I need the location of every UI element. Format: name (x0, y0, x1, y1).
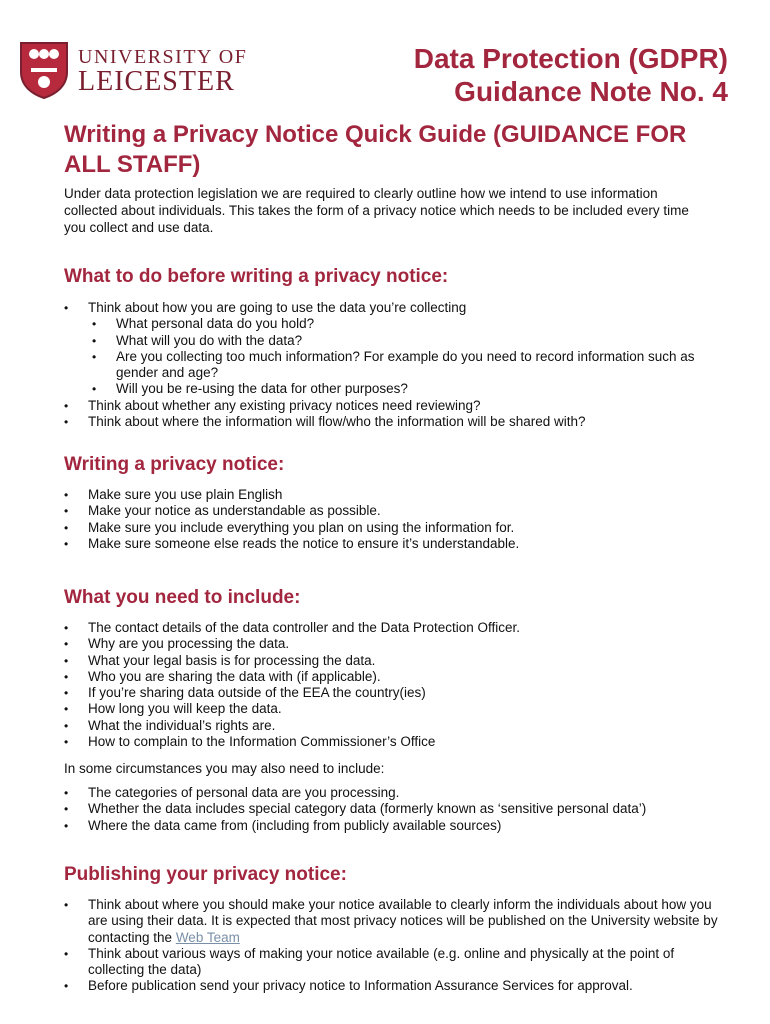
list-item: • The categories of personal data are you processing. (64, 785, 724, 801)
list-item: • Make sure you include everything you plan on using the information for. (64, 520, 724, 536)
list-item: • What your legal basis is for processing the data. (64, 653, 724, 669)
web-team-link[interactable]: Web Team (175, 929, 240, 945)
list-item: • Where the data came from (including from publicly available sources) (64, 818, 724, 834)
intro-paragraph: Under data protection legislation we are required to clearly outline how we intend to use information collected about individuals. This takes the form of a privacy notice which needs to be included every time you collect and use data. (64, 186, 689, 235)
title-line-2: Guidance Note No. 4 (454, 76, 728, 107)
list-item: • If you’re sharing data outside of the EEA the country(ies) (64, 685, 724, 701)
list-item: • Think about where the information will flow/who the information will be shared with? (64, 414, 724, 430)
section-heading-before: What to do before writing a privacy notice: (64, 266, 449, 287)
writing-list (64, 487, 724, 552)
list-item: • Whether the data includes special category data (formerly known as ‘sensitive personal data’) (64, 801, 724, 817)
shield-crest-icon (18, 40, 70, 100)
also-include-list (64, 785, 724, 834)
list-item: • What personal data do you hold? (92, 316, 724, 332)
before-sublist (88, 316, 724, 397)
list-item: • Why are you processing the data. (64, 636, 724, 652)
also-include-text: In some circumstances you may also need to include: (64, 761, 385, 776)
include-list (64, 620, 724, 750)
list-item: • Make your notice as understandable as possible. (64, 503, 724, 519)
main-heading: Writing a Privacy Notice Quick Guide (GUIDANCE FOR ALL STAFF) (64, 121, 687, 178)
before-list (64, 300, 724, 430)
list-item-text: Think about how you are going to use the data you’re collecting (88, 300, 467, 315)
logo-text-line2: LEICESTER (78, 66, 235, 97)
title-line-1: Data Protection (GDPR) (413, 43, 728, 74)
list-item: • Are you collecting too much information? For example do you need to record information such as gender and age? (92, 349, 724, 382)
section-heading-writing: Writing a privacy notice: (64, 454, 285, 475)
list-item-text: Think about where you should make your notice available to clearly inform the individuals about how you are using their data. It is expected that most privacy notices will be published on the University website by contacting the (88, 897, 718, 945)
logo-text-line1: UNIVERSITY OF (78, 46, 248, 68)
list-item: • How to complain to the Information Commissioner’s Office (64, 734, 724, 750)
list-item: • Before publication send your privacy notice to Information Assurance Services for approval. (64, 978, 724, 994)
list-item: • What will you do with the data? (92, 333, 724, 349)
list-item: • How long you will keep the data. (64, 701, 724, 717)
list-item: • Make sure someone else reads the notice to ensure it’s understandable. (64, 536, 724, 552)
list-item (64, 897, 724, 946)
university-logo (18, 40, 248, 100)
section-heading-publishing: Publishing your privacy notice: (64, 864, 347, 885)
list-item: • Will you be re-using the data for other purposes? (92, 381, 724, 397)
list-item: • Make sure you use plain English (64, 487, 724, 503)
list-item (64, 300, 724, 398)
document-title (414, 42, 728, 108)
list-item: • What the individual’s rights are. (64, 718, 724, 734)
list-item: • Who you are sharing the data with (if applicable). (64, 669, 724, 685)
list-item: • Think about various ways of making your notice available (e.g. online and physically at the point of collecting the data) (64, 946, 724, 979)
publishing-list (64, 897, 724, 995)
list-item: • The contact details of the data controller and the Data Protection Officer. (64, 620, 724, 636)
section-heading-include: What you need to include: (64, 587, 301, 608)
list-item: • Think about whether any existing privacy notices need reviewing? (64, 398, 724, 414)
